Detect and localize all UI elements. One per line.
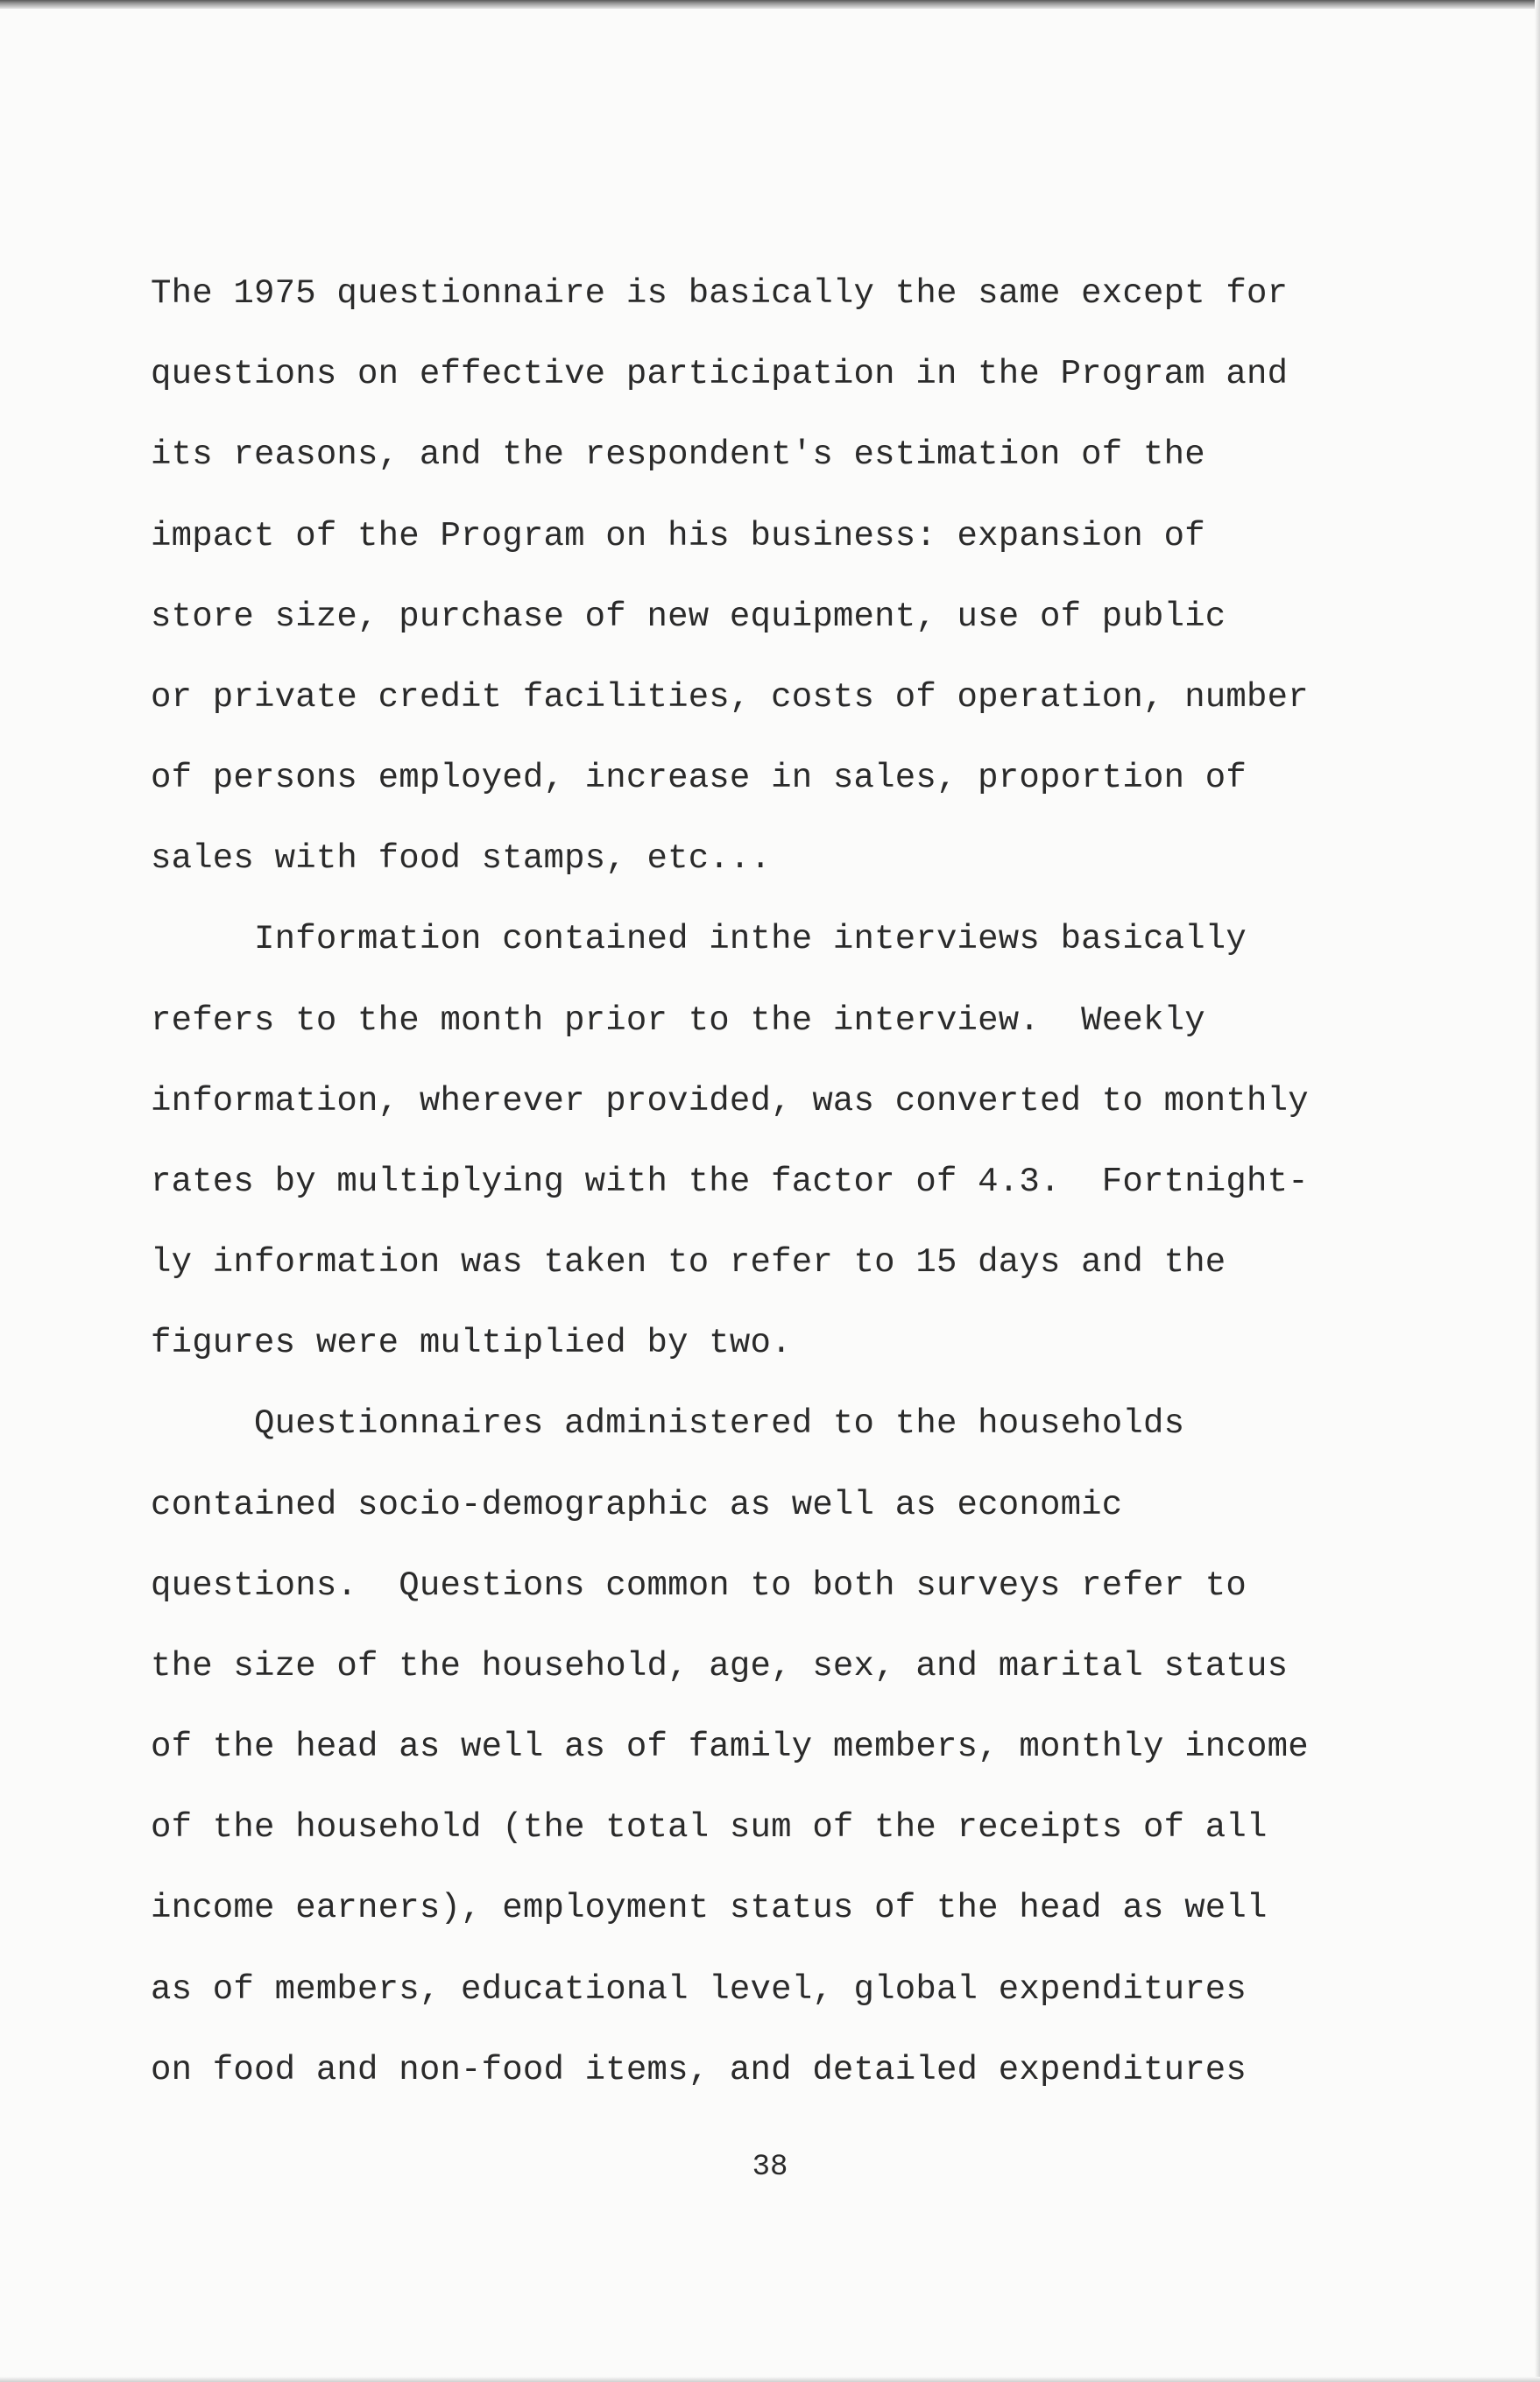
text-line: income earners), employment status of the head as well	[151, 1889, 1268, 1927]
text-line: of the head as well as of family members, monthly income	[151, 1728, 1309, 1766]
text-line: refers to the month prior to the interview. Weekly	[151, 1001, 1205, 1040]
text-line: of the household (the total sum of the receipts of all	[151, 1808, 1268, 1847]
text-line: as of members, educational level, global expenditures	[151, 1970, 1247, 2009]
text-line: or private credit facilities, costs of operation, number	[151, 678, 1309, 717]
page-number: 38	[752, 2151, 788, 2184]
text-line: sales with food stamps, etc...	[151, 839, 772, 878]
text-line: contained socio-demographic as well as economic	[151, 1486, 1123, 1524]
text-line: information, wherever provided, was converted to monthly	[151, 1082, 1309, 1120]
page-bottom-edge	[0, 2377, 1540, 2382]
text-line: questions. Questions common to both surveys refer to	[151, 1566, 1247, 1605]
text-line: impact of the Program on his business: expansion of	[151, 517, 1205, 555]
text-line: questions on effective participation in the Program and	[151, 355, 1289, 393]
page-top-edge	[0, 0, 1540, 9]
text-line: The 1975 questionnaire is basically the same except for	[151, 274, 1289, 313]
text-line: its reasons, and the respondent's estimation of the	[151, 435, 1205, 474]
page-right-edge	[1535, 0, 1540, 2382]
text-line: ly information was taken to refer to 15 days and the	[151, 1243, 1226, 1282]
text-line: store size, purchase of new equipment, use of public	[151, 597, 1226, 636]
text-line: on food and non-food items, and detailed expenditures	[151, 2051, 1247, 2089]
text-line: Information contained inthe interviews basically	[151, 920, 1247, 958]
text-line: figures were multiplied by two.	[151, 1324, 792, 1362]
text-line: rates by multiplying with the factor of 4.3. Fortnight-	[151, 1163, 1309, 1201]
text-line: of persons employed, increase in sales, proportion of	[151, 759, 1247, 797]
text-line: the size of the household, age, sex, and marital status	[151, 1647, 1289, 1686]
text-line: Questionnaires administered to the households	[151, 1404, 1185, 1443]
